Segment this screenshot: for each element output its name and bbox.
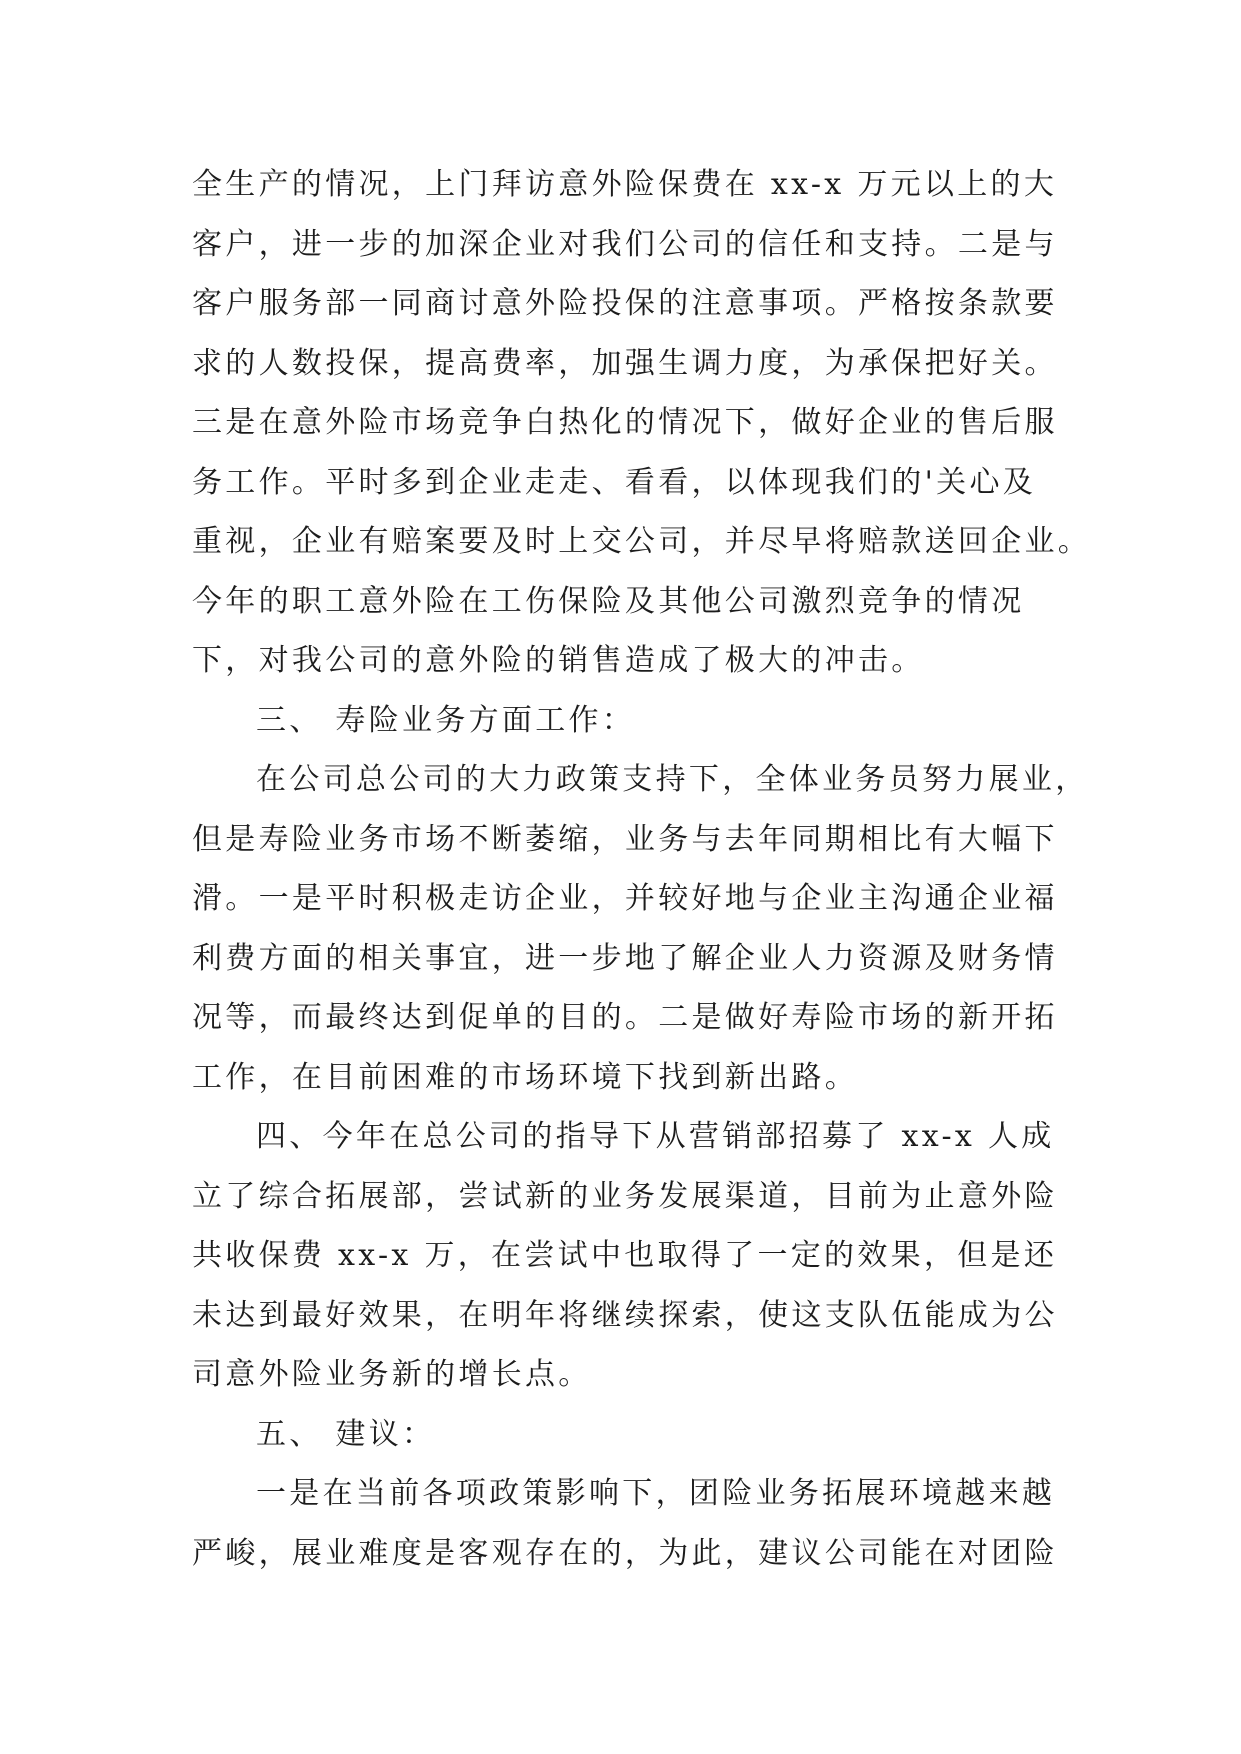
text-line: 利费方面的相关事宜，进一步地了解企业人力资源及财务情 xyxy=(192,940,1058,976)
text-line: 未达到最好效果，在明年将继续探索，使这支队伍能成为公 xyxy=(192,1297,1058,1333)
text-line: 客户服务部一同商讨意外险投保的注意事项。严格按条款要 xyxy=(192,286,1058,321)
text-line: 下，对我公司的意外险的销售造成了极大的冲击。 xyxy=(192,643,925,678)
text-line: 严峻，展业难度是客观存在的，为此，建议公司能在对团险 xyxy=(192,1535,1058,1571)
text-line: 四、今年在总公司的指导下从营销部招募了 xx-x 人成 xyxy=(256,1119,1055,1154)
text-line: 今年的职工意外险在工伤保险及其他公司激烈竞争的情况 xyxy=(192,583,1025,619)
text-line: 在公司总公司的大力政策支持下，全体业务员努力展业， xyxy=(256,762,1089,797)
text-line: 一是在当前各项政策影响下，团险业务拓展环境越来越 xyxy=(256,1476,1056,1511)
text-line: 五、 建议： xyxy=(256,1416,436,1452)
text-line: 重视，企业有赔案要及时上交公司，并尽早将赔款送回企业。 xyxy=(192,524,1092,559)
text-line: 客户，进一步的加深企业对我们公司的信任和支持。二是与 xyxy=(192,226,1058,262)
text-line: 司意外险业务新的增长点。 xyxy=(192,1357,592,1392)
text-line: 务工作。平时多到企业走走、看看，以体现我们的'关心及 xyxy=(192,464,1037,500)
text-line: 立了综合拓展部，尝试新的业务发展渠道，目前为止意外险 xyxy=(192,1178,1058,1214)
document-body xyxy=(192,155,1092,1583)
text-line: 三是在意外险市场竞争白热化的情况下，做好企业的售后服 xyxy=(192,405,1058,440)
text-line: 工作，在目前困难的市场环境下找到新出路。 xyxy=(192,1059,858,1095)
text-line: 滑。一是平时积极走访企业，并较好地与企业主沟通企业福 xyxy=(192,881,1058,916)
text-line: 三、 寿险业务方面工作： xyxy=(256,702,636,738)
text-line: 求的人数投保，提高费率，加强生调力度，为承保把好关。 xyxy=(192,345,1058,381)
text-line: 但是寿险业务市场不断萎缩，业务与去年同期相比有大幅下 xyxy=(192,821,1058,857)
text-line: 况等，而最终达到促单的目的。二是做好寿险市场的新开拓 xyxy=(192,1000,1058,1035)
text-line: 共收保费 xx-x 万，在尝试中也取得了一定的效果，但是还 xyxy=(192,1238,1058,1273)
text-line: 全生产的情况，上门拜访意外险保费在 xx-x 万元以上的大 xyxy=(192,167,1058,202)
